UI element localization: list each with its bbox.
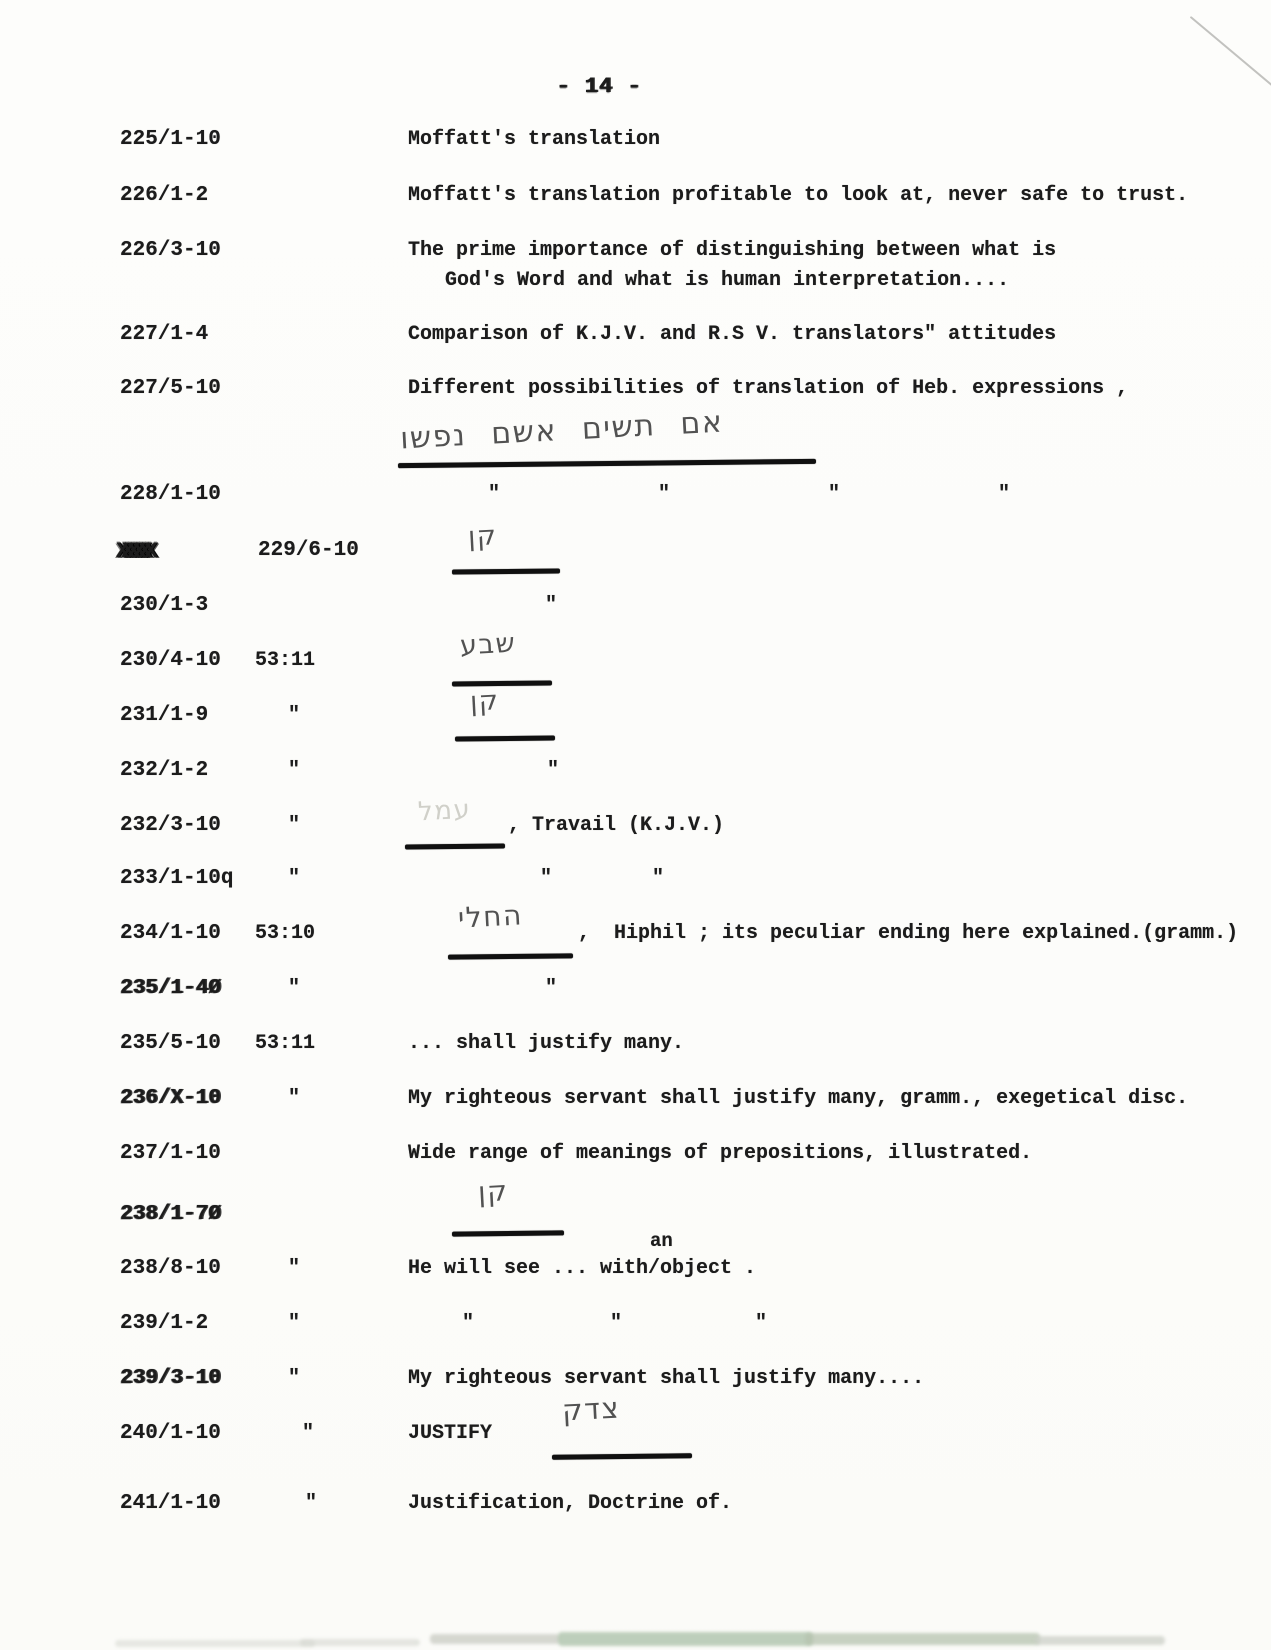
entry-description: JUSTIFY xyxy=(408,1422,493,1445)
entry-ref: 238/1-7Ø xyxy=(120,1203,221,1226)
ditto-mark: " xyxy=(652,867,665,890)
entry-description: The prime importance of distinguishing between what is xyxy=(408,239,1057,262)
entry-ref: 237/1-10 xyxy=(120,1142,221,1165)
entry-description: God's Word and what is human interpretation.... xyxy=(445,269,1010,292)
inserted-word: an xyxy=(650,1230,673,1252)
entry-ref: 241/1-10 xyxy=(120,1492,221,1515)
entry-ref: 230/4-10 xyxy=(120,649,221,672)
ditto-mark: " xyxy=(288,759,301,782)
ditto-mark: " xyxy=(288,977,301,1000)
scan-smudge xyxy=(115,1640,315,1647)
handwritten-hebrew: החלי xyxy=(457,898,524,935)
ditto-mark: " xyxy=(288,704,301,727)
handwritten-underline xyxy=(552,1453,692,1459)
scan-smudge xyxy=(805,1633,1040,1645)
entry-description: Moffatt's translation xyxy=(408,128,661,151)
entry-ref: 234/1-10 xyxy=(120,922,221,945)
entry-ref: 228/1-10 xyxy=(120,483,221,506)
ditto-mark: " xyxy=(488,483,501,506)
ditto-mark: " xyxy=(288,1087,301,1110)
entry-ref: 226/1-2 xyxy=(120,184,209,207)
handwritten-underline xyxy=(452,568,560,574)
page-corner-scan-line xyxy=(1190,16,1271,87)
ditto-mark: " xyxy=(302,1422,315,1445)
entry-ref: 235/5-10 xyxy=(120,1032,221,1055)
ditto-mark: " xyxy=(828,483,841,506)
entry-description: Different possibilities of translation of Heb. expressions , xyxy=(408,377,1129,400)
scan-smudge xyxy=(558,1632,813,1646)
entry-ref: 232/1-2 xyxy=(120,759,209,782)
entry-description: ... shall justify many. xyxy=(408,1032,685,1055)
ditto-mark: " xyxy=(998,483,1011,506)
handwritten-hebrew: קן xyxy=(469,685,501,718)
entry-ref: 240/1-10 xyxy=(120,1422,221,1445)
handwritten-hebrew: קן xyxy=(467,520,499,553)
handwritten-underline xyxy=(452,1230,564,1236)
entry-ref: 235/1-4Ø xyxy=(120,977,221,1000)
handwritten-underline xyxy=(455,735,555,741)
handwritten-underline xyxy=(452,680,552,686)
ditto-mark: " xyxy=(545,977,558,1000)
ditto-mark: " xyxy=(755,1312,768,1335)
entry-description: Justification, Doctrine of. xyxy=(408,1492,733,1515)
chapter-verse: 53:11 xyxy=(255,649,316,672)
ditto-mark: " xyxy=(288,1312,301,1335)
typed-over-strikeout: XXXXXX xyxy=(116,539,151,564)
ditto-mark: " xyxy=(547,759,560,782)
entry-ref: 225/1-10 xyxy=(120,128,221,151)
ditto-mark: " xyxy=(288,867,301,890)
entry-ref: 236/X-10 xyxy=(120,1087,221,1110)
scan-smudge xyxy=(1035,1636,1165,1645)
handwritten-hebrew: עמל xyxy=(417,794,472,828)
entry-ref: 229/6-10 xyxy=(258,539,359,562)
handwritten-underline xyxy=(405,843,505,849)
entry-description: Comparison of K.J.V. and R.S V. translators" attitudes xyxy=(408,323,1057,346)
handwritten-hebrew: צדק xyxy=(561,1390,621,1428)
ditto-mark: " xyxy=(288,1257,301,1280)
entry-description: He will see ... with/object . xyxy=(408,1257,757,1280)
entry-ref: 230/1-3 xyxy=(120,594,209,617)
entry-ref: 238/8-10 xyxy=(120,1257,221,1280)
handwritten-underline xyxy=(398,459,816,468)
ditto-mark: " xyxy=(540,867,553,890)
ditto-mark: " xyxy=(288,1367,301,1390)
entry-description: My righteous servant shall justify many, gramm., exegetical disc. xyxy=(408,1087,1189,1110)
entry-description: Wide range of meanings of prepositions, illustrated. xyxy=(408,1142,1033,1165)
scan-smudge xyxy=(430,1634,560,1644)
ditto-mark: " xyxy=(658,483,671,506)
entry-ref: 233/1-10q xyxy=(120,867,234,890)
entry-description: , Travail (K.J.V.) xyxy=(508,814,725,837)
chapter-verse: 53:10 xyxy=(255,922,316,945)
entry-ref: 239/1-2 xyxy=(120,1312,209,1335)
entry-ref: 239/3-10 xyxy=(120,1367,221,1390)
page-number: - 14 - xyxy=(556,74,642,99)
ditto-mark: " xyxy=(462,1312,475,1335)
entry-ref: 227/5-10 xyxy=(120,377,221,400)
entry-ref: 226/3-10 xyxy=(120,239,221,262)
chapter-verse: 53:11 xyxy=(255,1032,316,1055)
handwritten-hebrew: קן xyxy=(477,1174,510,1209)
handwritten-hebrew: שבע xyxy=(459,627,517,662)
scan-smudge xyxy=(300,1639,420,1646)
entry-description: , Hiphil ; its peculiar ending here explained.(gramm.) xyxy=(578,922,1239,945)
entry-description: My righteous servant shall justify many.... xyxy=(408,1367,925,1390)
ditto-mark: " xyxy=(610,1312,623,1335)
ditto-mark: " xyxy=(305,1492,318,1515)
handwritten-hebrew: אם תשים אשם נפשו xyxy=(399,404,725,457)
handwritten-underline xyxy=(448,953,573,959)
ditto-mark: " xyxy=(545,594,558,617)
entry-description: Moffatt's translation profitable to look at, never safe to trust. xyxy=(408,184,1189,207)
entry-ref: 227/1-4 xyxy=(120,323,209,346)
entry-ref: 232/3-10 xyxy=(120,814,221,837)
entry-ref: 231/1-9 xyxy=(120,704,209,727)
ditto-mark: " xyxy=(288,814,301,837)
